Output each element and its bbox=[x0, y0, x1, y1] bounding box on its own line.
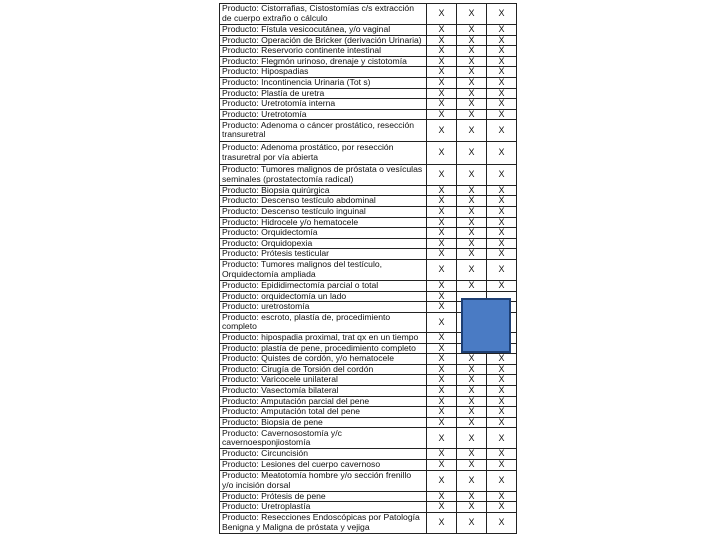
table-row bbox=[220, 228, 517, 239]
mark-cell-1: X bbox=[427, 460, 457, 471]
mark-cell-1: X bbox=[427, 67, 457, 78]
procedure-name: Producto: Reservorio continente intestinal bbox=[220, 46, 427, 57]
mark-cell-3: X bbox=[487, 228, 517, 239]
mark-cell-2: X bbox=[457, 35, 487, 46]
mark-cell-2: X bbox=[457, 449, 487, 460]
mark-cell-3: X bbox=[487, 502, 517, 513]
procedure-name: Producto: Meatotomía hombre y/o sección frenillo y/o incisión dorsal bbox=[220, 470, 427, 491]
procedure-name: Producto: Orquidopexia bbox=[220, 238, 427, 249]
table-row bbox=[220, 25, 517, 36]
mark-cell-1: X bbox=[427, 141, 457, 164]
procedure-name: Producto: Descenso testículo inguinal bbox=[220, 207, 427, 218]
mark-cell-3: X bbox=[487, 185, 517, 196]
procedure-name: Producto: Orquidectomía bbox=[220, 228, 427, 239]
mark-cell-1: X bbox=[427, 46, 457, 57]
mark-cell-1: X bbox=[427, 56, 457, 67]
mark-cell-3: X bbox=[487, 78, 517, 89]
mark-cell-1: X bbox=[427, 228, 457, 239]
table-row bbox=[220, 56, 517, 67]
table-row bbox=[220, 386, 517, 397]
mark-cell-2: X bbox=[457, 56, 487, 67]
procedure-name: Producto: Varicocele unilateral bbox=[220, 375, 427, 386]
table-row bbox=[220, 407, 517, 418]
procedure-name: Producto: Uretroplastía bbox=[220, 502, 427, 513]
mark-cell-3: X bbox=[487, 238, 517, 249]
mark-cell-3: X bbox=[487, 4, 517, 25]
mark-cell-2: X bbox=[457, 141, 487, 164]
mark-cell-3: X bbox=[487, 491, 517, 502]
mark-cell-2: X bbox=[457, 502, 487, 513]
table-row bbox=[220, 470, 517, 491]
mark-cell-2: X bbox=[457, 470, 487, 491]
mark-cell-3: X bbox=[487, 375, 517, 386]
table-row bbox=[220, 449, 517, 460]
mark-cell-1: X bbox=[427, 502, 457, 513]
mark-cell-1: X bbox=[427, 333, 457, 344]
procedure-name: Producto: escroto, plastía de, procedimiento completo bbox=[220, 312, 427, 332]
mark-cell-3: X bbox=[487, 46, 517, 57]
procedure-name: Producto: Plastía de uretra bbox=[220, 88, 427, 99]
mark-cell-1: X bbox=[427, 512, 457, 533]
mark-cell-3: X bbox=[487, 217, 517, 228]
mark-cell-1: X bbox=[427, 375, 457, 386]
mark-cell-2: X bbox=[457, 354, 487, 365]
mark-cell-1: X bbox=[427, 88, 457, 99]
table-row bbox=[220, 4, 517, 25]
mark-cell-3: X bbox=[487, 25, 517, 36]
mark-cell-1: X bbox=[427, 25, 457, 36]
table-row bbox=[220, 259, 517, 280]
mark-cell-3: X bbox=[487, 354, 517, 365]
table-row bbox=[220, 141, 517, 164]
procedure-name: Producto: Fístula vesicocutánea, y/o vaginal bbox=[220, 25, 427, 36]
procedure-name: Producto: uretrostomía bbox=[220, 302, 427, 313]
table-row bbox=[220, 109, 517, 120]
mark-cell-2: X bbox=[457, 99, 487, 110]
procedure-name: Producto: Vasectomía bilateral bbox=[220, 386, 427, 397]
mark-cell-1: X bbox=[427, 4, 457, 25]
procedure-name: Producto: Hipospadias bbox=[220, 67, 427, 78]
mark-cell-2: X bbox=[457, 25, 487, 36]
mark-cell-2: X bbox=[457, 407, 487, 418]
mark-cell-3: X bbox=[487, 141, 517, 164]
table-row bbox=[220, 99, 517, 110]
mark-cell-2: X bbox=[457, 120, 487, 141]
mark-cell-2: X bbox=[457, 460, 487, 471]
mark-cell-1: X bbox=[427, 164, 457, 185]
mark-cell-2: X bbox=[457, 207, 487, 218]
procedure-name: Producto: Tumores malignos del testículo, Orquidectomía ampliada bbox=[220, 259, 427, 280]
mark-cell-2: X bbox=[457, 364, 487, 375]
procedure-name: Producto: hipospadia proximal, trat qx en un tiempo bbox=[220, 333, 427, 344]
mark-cell-3: X bbox=[487, 460, 517, 471]
mark-cell-2: X bbox=[457, 259, 487, 280]
mark-cell-3: X bbox=[487, 512, 517, 533]
mark-cell-1: X bbox=[427, 78, 457, 89]
procedure-name: Producto: Amputación parcial del pene bbox=[220, 396, 427, 407]
procedures-table bbox=[219, 3, 517, 534]
procedure-name: Producto: orquidectomía un lado bbox=[220, 291, 427, 302]
procedure-name: Producto: Cistorrafias, Cistostomías c/s extracción de cuerpo extraño o cálculo bbox=[220, 4, 427, 25]
mark-cell-1: X bbox=[427, 386, 457, 397]
mark-cell-3: X bbox=[487, 364, 517, 375]
mark-cell-3: X bbox=[487, 67, 517, 78]
mark-cell-1: X bbox=[427, 238, 457, 249]
procedure-name: Producto: Adenoma o cáncer prostático, resección transuretral bbox=[220, 120, 427, 141]
mark-cell-3: X bbox=[487, 56, 517, 67]
mark-cell-1: X bbox=[427, 354, 457, 365]
mark-cell-1: X bbox=[427, 217, 457, 228]
procedure-name: Producto: Cavernosostomía y/c cavernoesponjiostomía bbox=[220, 428, 427, 449]
mark-cell-1: X bbox=[427, 312, 457, 332]
procedure-name: Producto: Quistes de cordón, y/o hematocele bbox=[220, 354, 427, 365]
table-row bbox=[220, 417, 517, 428]
table-row bbox=[220, 428, 517, 449]
mark-cell-1: X bbox=[427, 207, 457, 218]
table-row bbox=[220, 502, 517, 513]
table-row bbox=[220, 185, 517, 196]
mark-cell-3: X bbox=[487, 88, 517, 99]
mark-cell-2: X bbox=[457, 249, 487, 260]
mark-cell-1: X bbox=[427, 291, 457, 302]
mark-cell-2: X bbox=[457, 281, 487, 292]
table-row bbox=[220, 238, 517, 249]
procedure-name: Producto: Lesiones del cuerpo cavernoso bbox=[220, 460, 427, 471]
table-row bbox=[220, 46, 517, 57]
mark-cell-2: X bbox=[457, 109, 487, 120]
procedure-name: Producto: Circuncisión bbox=[220, 449, 427, 460]
mark-cell-3: X bbox=[487, 281, 517, 292]
mark-cell-2: X bbox=[457, 164, 487, 185]
table-row bbox=[220, 120, 517, 141]
mark-cell-1: X bbox=[427, 491, 457, 502]
mark-cell-2: X bbox=[457, 386, 487, 397]
procedure-name: Producto: Amputación total del pene bbox=[220, 407, 427, 418]
mark-cell-2: X bbox=[457, 428, 487, 449]
procedure-name: Producto: Biopsia de pene bbox=[220, 417, 427, 428]
procedure-name: Producto: Biopsia quirúrgica bbox=[220, 185, 427, 196]
redaction-box bbox=[461, 298, 511, 353]
mark-cell-3: X bbox=[487, 99, 517, 110]
mark-cell-2: X bbox=[457, 512, 487, 533]
mark-cell-1: X bbox=[427, 109, 457, 120]
mark-cell-1: X bbox=[427, 196, 457, 207]
mark-cell-3: X bbox=[487, 417, 517, 428]
mark-cell-3: X bbox=[487, 407, 517, 418]
table-row bbox=[220, 375, 517, 386]
procedure-name: Producto: Cirugía de Torsión del cordón bbox=[220, 364, 427, 375]
mark-cell-2: X bbox=[457, 228, 487, 239]
mark-cell-1: X bbox=[427, 449, 457, 460]
mark-cell-3: X bbox=[487, 120, 517, 141]
mark-cell-1: X bbox=[427, 120, 457, 141]
mark-cell-3: X bbox=[487, 470, 517, 491]
procedure-name: Producto: Resecciones Endoscópicas por Patología Benigna y Maligna de próstata y vejiga bbox=[220, 512, 427, 533]
procedure-name: Producto: Flegmón urinoso, drenaje y cistotomía bbox=[220, 56, 427, 67]
procedures-table-sheet bbox=[219, 3, 515, 534]
procedure-name: Producto: Incontinencia Urinaria (Tot s) bbox=[220, 78, 427, 89]
mark-cell-2: X bbox=[457, 67, 487, 78]
procedure-name: Producto: Uretrotomía bbox=[220, 109, 427, 120]
mark-cell-1: X bbox=[427, 470, 457, 491]
mark-cell-2: X bbox=[457, 491, 487, 502]
mark-cell-3: X bbox=[487, 259, 517, 280]
mark-cell-3: X bbox=[487, 396, 517, 407]
mark-cell-1: X bbox=[427, 281, 457, 292]
mark-cell-1: X bbox=[427, 343, 457, 354]
table-row bbox=[220, 196, 517, 207]
table-row bbox=[220, 88, 517, 99]
mark-cell-1: X bbox=[427, 396, 457, 407]
mark-cell-2: X bbox=[457, 417, 487, 428]
table-row bbox=[220, 78, 517, 89]
mark-cell-2: X bbox=[457, 88, 487, 99]
mark-cell-3: X bbox=[487, 386, 517, 397]
mark-cell-3: X bbox=[487, 164, 517, 185]
mark-cell-3: X bbox=[487, 196, 517, 207]
mark-cell-1: X bbox=[427, 302, 457, 313]
mark-cell-1: X bbox=[427, 249, 457, 260]
table-row bbox=[220, 354, 517, 365]
table-row bbox=[220, 67, 517, 78]
mark-cell-2: X bbox=[457, 396, 487, 407]
table-row bbox=[220, 35, 517, 46]
procedure-name: Producto: Hidrocele y/o hematocele bbox=[220, 217, 427, 228]
mark-cell-3: X bbox=[487, 207, 517, 218]
table-row bbox=[220, 207, 517, 218]
mark-cell-3: X bbox=[487, 428, 517, 449]
table-row bbox=[220, 281, 517, 292]
mark-cell-2: X bbox=[457, 217, 487, 228]
procedure-name: Producto: Operación de Bricker (derivación Urinaria) bbox=[220, 35, 427, 46]
mark-cell-1: X bbox=[427, 185, 457, 196]
table-row bbox=[220, 460, 517, 471]
mark-cell-1: X bbox=[427, 99, 457, 110]
procedure-name: Producto: Prótesis testicular bbox=[220, 249, 427, 260]
procedure-name: Producto: Descenso testículo abdominal bbox=[220, 196, 427, 207]
mark-cell-2: X bbox=[457, 185, 487, 196]
mark-cell-1: X bbox=[427, 428, 457, 449]
mark-cell-2: X bbox=[457, 238, 487, 249]
mark-cell-3: X bbox=[487, 35, 517, 46]
mark-cell-3: X bbox=[487, 109, 517, 120]
procedure-name: Producto: plastía de pene, procedimiento completo bbox=[220, 343, 427, 354]
mark-cell-1: X bbox=[427, 259, 457, 280]
mark-cell-2: X bbox=[457, 4, 487, 25]
procedure-name: Producto: Adenoma prostático, por resección trasuretral por vía abierta bbox=[220, 141, 427, 164]
mark-cell-1: X bbox=[427, 35, 457, 46]
procedures-table-body bbox=[220, 4, 517, 534]
mark-cell-1: X bbox=[427, 407, 457, 418]
table-row bbox=[220, 217, 517, 228]
table-row bbox=[220, 512, 517, 533]
mark-cell-2: X bbox=[457, 375, 487, 386]
procedure-name: Producto: Epididimectomía parcial o total bbox=[220, 281, 427, 292]
procedure-name: Producto: Uretrotomía interna bbox=[220, 99, 427, 110]
mark-cell-2: X bbox=[457, 46, 487, 57]
mark-cell-3: X bbox=[487, 449, 517, 460]
mark-cell-2: X bbox=[457, 196, 487, 207]
table-row bbox=[220, 491, 517, 502]
table-row bbox=[220, 396, 517, 407]
table-row bbox=[220, 249, 517, 260]
mark-cell-1: X bbox=[427, 417, 457, 428]
procedure-name: Producto: Prótesis de pene bbox=[220, 491, 427, 502]
table-row bbox=[220, 164, 517, 185]
mark-cell-2: X bbox=[457, 78, 487, 89]
procedure-name: Producto: Tumores malignos de próstata o vesículas seminales (prostatectomía radical) bbox=[220, 164, 427, 185]
mark-cell-3: X bbox=[487, 249, 517, 260]
table-row bbox=[220, 364, 517, 375]
mark-cell-1: X bbox=[427, 364, 457, 375]
